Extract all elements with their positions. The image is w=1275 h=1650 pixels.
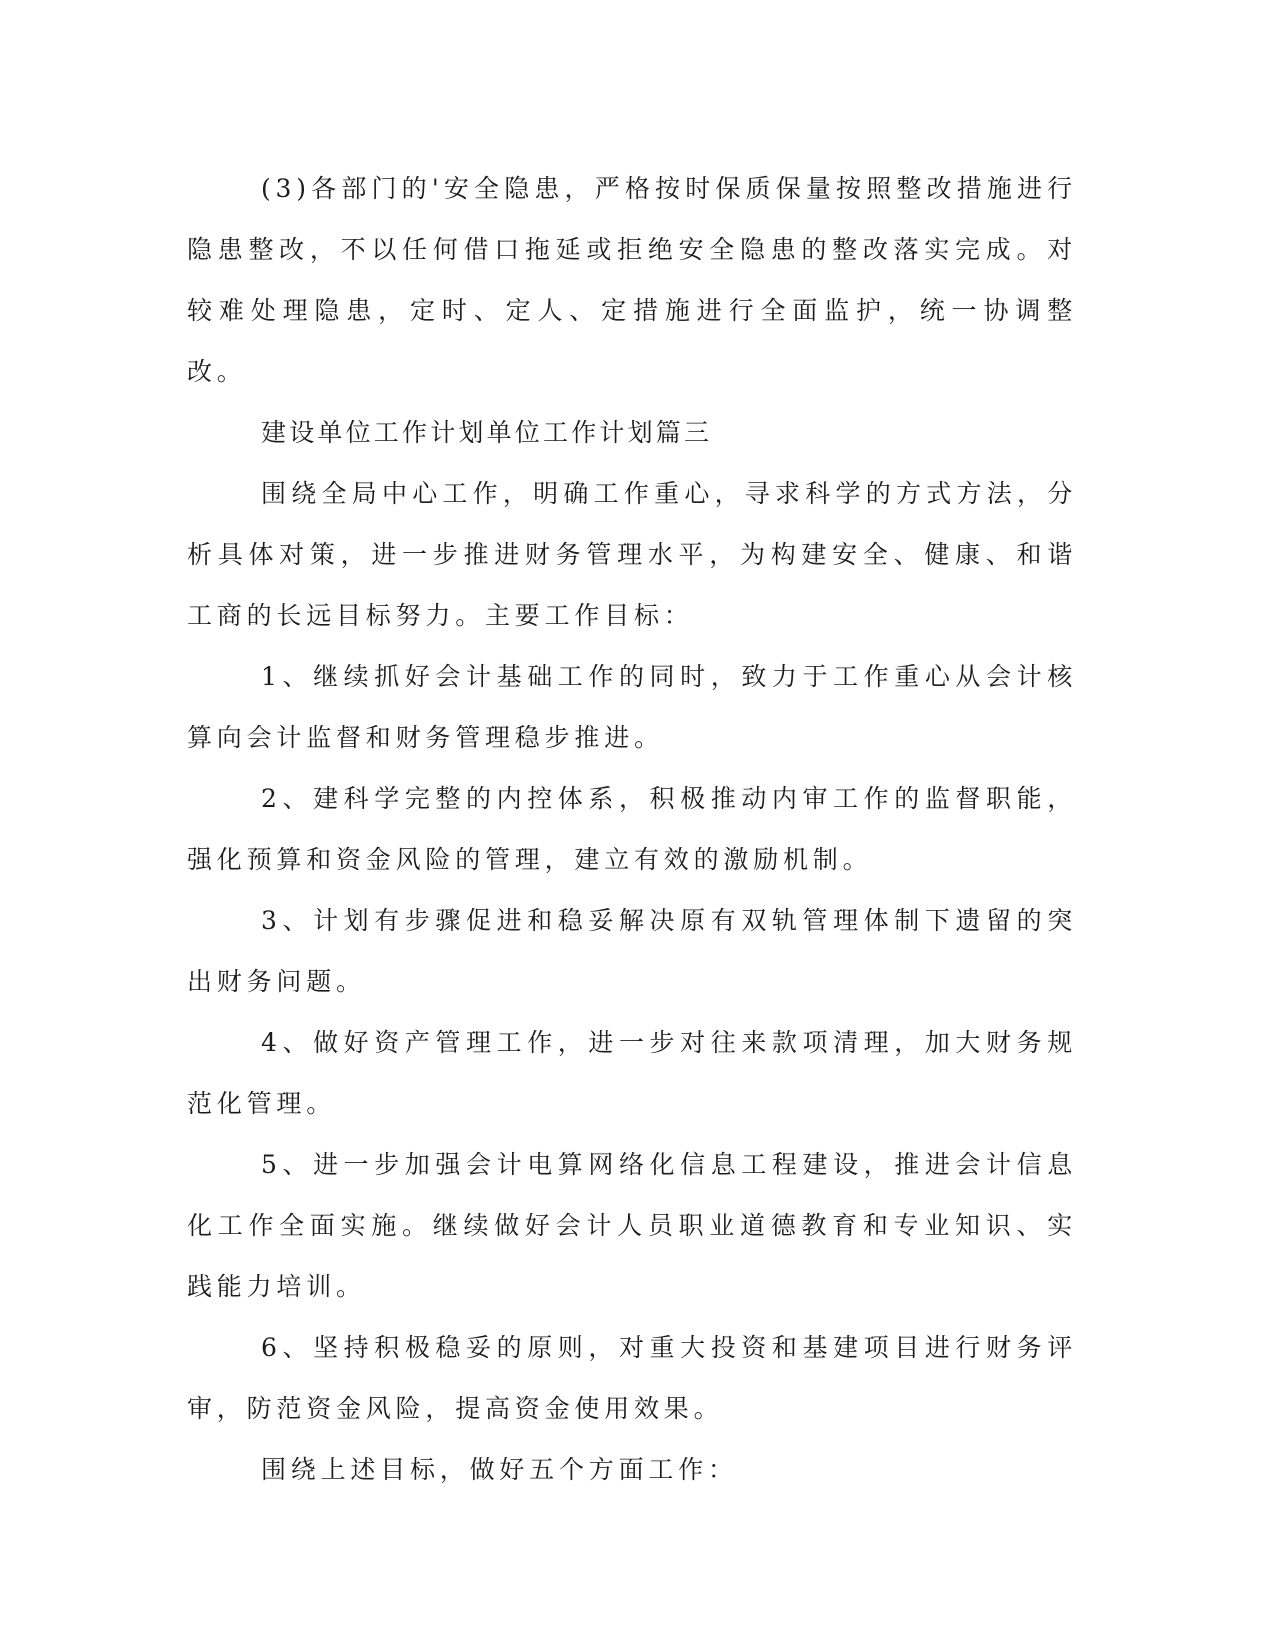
goal-item-1: 1、继续抓好会计基础工作的同时，致力于工作重心从会计核算向会计监督和财务管理稳步推进。 [187,662,1077,752]
goal-item-2: 2、建科学完整的内控体系，积极推动内审工作的监督职能，强化预算和资金风险的管理，建立有效的激励机制。 [187,784,1077,874]
goal-item-5: 5、进一步加强会计电算网络化信息工程建设，推进会计信息化工作全面实施。继续做好会计人员职业道德教育和专业知识、实践能力培训。 [187,1150,1077,1301]
paragraph-intro: 围绕全局中心工作，明确工作重心，寻求科学的方式方法，分析具体对策，进一步推进财务管理水平，为构建安全、健康、和谐工商的长远目标努力。主要工作目标： [187,479,1077,630]
goal-item-3: 3、计划有步骤促进和稳妥解决原有双轨管理体制下遗留的突出财务问题。 [187,906,1077,996]
goal-item-6: 6、坚持积极稳妥的原则，对重大投资和基建项目进行财务评审，防范资金风险，提高资金使用效果。 [187,1333,1077,1423]
paragraph-summary: 围绕上述目标，做好五个方面工作： [261,1455,738,1484]
document-body [187,158,1077,1500]
section-heading: 建设单位工作计划单位工作计划篇三 [261,418,713,447]
paragraph-hazard-rectification: (3)各部门的'安全隐患，严格按时保质保量按照整改措施进行隐患整改，不以任何借口拖延或拒绝安全隐患的整改落实完成。对较难处理隐患，定时、定人、定措施进行全面监护，统一协调整改。 [187,174,1077,386]
goal-item-4: 4、做好资产管理工作，进一步对往来款项清理，加大财务规范化管理。 [187,1028,1077,1118]
